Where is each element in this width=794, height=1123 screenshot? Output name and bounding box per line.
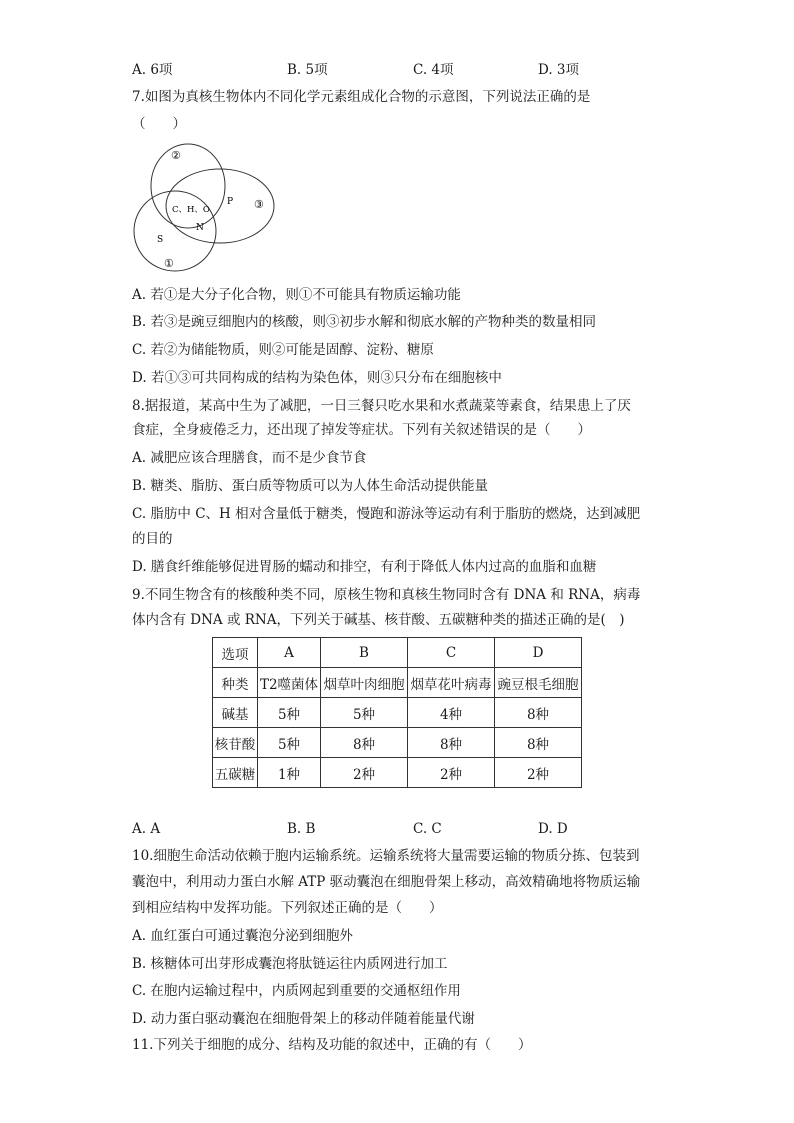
q8-option-c-2: 的目的 — [132, 531, 173, 547]
table-cell: 2种 — [408, 758, 495, 788]
table-cell: 8种 — [495, 728, 582, 758]
q8-option-d: D. 膳食纤维能够促进胃肠的蠕动和排空，有利于降低人体内过高的血脂和血糖 — [132, 559, 597, 575]
q8-option-a: A. 减肥应该合理膳食，而不是少食节食 — [132, 450, 367, 466]
table-cell: 2种 — [495, 758, 582, 788]
q9-options — [0, 820, 794, 838]
q6-option-d: D. 3项 — [538, 62, 580, 78]
table-row — [213, 698, 582, 728]
q10-option-c: C. 在胞内运输过程中，内质网起到重要的交通枢纽作用 — [132, 983, 461, 999]
label-circle-1: ① — [164, 257, 174, 270]
label-n: N — [196, 223, 204, 233]
q6-option-b: B. 5项 — [287, 62, 328, 78]
circle-2 — [151, 144, 225, 228]
table-cell: C — [408, 638, 495, 668]
table-cell: 五碳糖 — [213, 758, 258, 788]
table-cell: 8种 — [321, 728, 408, 758]
q10-stem-3: 到相应结构中发挥功能。下列叙述正确的是（ ） — [132, 900, 443, 916]
q9-stem-2: 体内含有 DNA 或 RNA，下列关于碱基、核苷酸、五碳糖种类的描述正确的是( ) — [132, 612, 625, 628]
q10-option-d: D. 动力蛋白驱动囊泡在细胞骨架上的移动伴随着能量代谢 — [132, 1011, 475, 1027]
q7-option-d: D. 若①③可共同构成的结构为染色体，则③只分布在细胞核中 — [132, 370, 502, 386]
q10-stem-2: 囊泡中，利用动力蛋白水解 ATP 驱动囊泡在细胞骨架上移动，高效精确地将物质运输 — [132, 874, 641, 890]
table-cell: 5种 — [258, 698, 321, 728]
q7-option-c: C. 若②为储能物质，则②可能是固醇、淀粉、糖原 — [132, 342, 434, 358]
q9-table — [212, 637, 582, 788]
q9-option-c: C. C — [413, 821, 442, 837]
q8-stem-2: 食症，全身疲倦乏力，还出现了掉发等症状。下列有关叙述错误的是（ ） — [132, 422, 591, 438]
q8-option-c-1: C. 脂肪中 C、H 相对含量低于糖类，慢跑和游泳等运动有利于脂肪的燃烧，达到减肥 — [132, 506, 641, 522]
table-cell: B — [321, 638, 408, 668]
table-cell: 8种 — [408, 728, 495, 758]
table-cell: A — [258, 638, 321, 668]
table-cell: 豌豆根毛细胞 — [495, 668, 582, 698]
table-row — [213, 668, 582, 698]
table-row — [213, 758, 582, 788]
q7-option-a: A. 若①是大分子化合物，则①不可能具有物质运输功能 — [132, 287, 461, 303]
q10-option-a: A. 血红蛋白可通过囊泡分泌到细胞外 — [132, 928, 353, 944]
table-cell: D — [495, 638, 582, 668]
q7-paren: （ ） — [132, 116, 186, 132]
table-cell: 2种 — [321, 758, 408, 788]
table-row — [213, 728, 582, 758]
table-cell: 烟草叶肉细胞 — [321, 668, 408, 698]
q6-option-c: C. 4项 — [413, 62, 454, 78]
q11-stem: 11.下列关于细胞的成分、结构及功能的叙述中，正确的有（ ） — [132, 1037, 532, 1053]
table-cell: T2噬菌体 — [258, 668, 321, 698]
q10-option-b: B. 核糖体可出芽形成囊泡将肽链运往内质网进行加工 — [132, 956, 448, 972]
venn-diagram — [128, 140, 278, 275]
table-cell: 烟草花叶病毒 — [408, 668, 495, 698]
label-circle-2: ② — [171, 149, 181, 162]
q9-stem-1: 9.不同生物含有的核酸种类不同，原核生物和真核生物同时含有 DNA 和 RNA，病毒 — [132, 587, 641, 603]
q7-stem: 7.如图为真核生物体内不同化学元素组成化合物的示意图，下列说法正确的是 — [132, 89, 591, 105]
q7-option-b: B. 若③是豌豆细胞内的核酸，则③初步水解和彻底水解的产物种类的数量相同 — [132, 314, 597, 330]
table-cell: 选项 — [213, 638, 258, 668]
table-cell: 种类 — [213, 668, 258, 698]
label-p: P — [227, 197, 234, 207]
q9-option-a: A. A — [132, 821, 161, 837]
label-center: C、H、O — [172, 205, 210, 215]
q6-option-a: A. 6项 — [132, 62, 173, 78]
table-cell: 碱基 — [213, 698, 258, 728]
q8-option-b: B. 糖类、脂肪、蛋白质等物质可以为人体生命活动提供能量 — [132, 478, 489, 494]
label-circle-3: ③ — [254, 198, 264, 211]
table-cell: 5种 — [258, 728, 321, 758]
table-cell: 8种 — [495, 698, 582, 728]
table-header-row — [213, 638, 582, 668]
label-s: S — [157, 235, 164, 245]
q10-stem-1: 10.细胞生命活动依赖于胞内运输系统。运输系统将大量需要运输的物质分拣、包装到 — [132, 848, 640, 864]
table-cell: 5种 — [321, 698, 408, 728]
table-cell: 1种 — [258, 758, 321, 788]
q9-option-d: D. D — [538, 821, 568, 837]
table-cell: 4种 — [408, 698, 495, 728]
table-cell: 核苷酸 — [213, 728, 258, 758]
q6-options — [0, 61, 794, 79]
q8-stem-1: 8.据报道，某高中生为了减肥，一日三餐只吃水果和水煮蔬菜等素食，结果患上了厌 — [132, 398, 631, 414]
q9-option-b: B. B — [287, 821, 316, 837]
